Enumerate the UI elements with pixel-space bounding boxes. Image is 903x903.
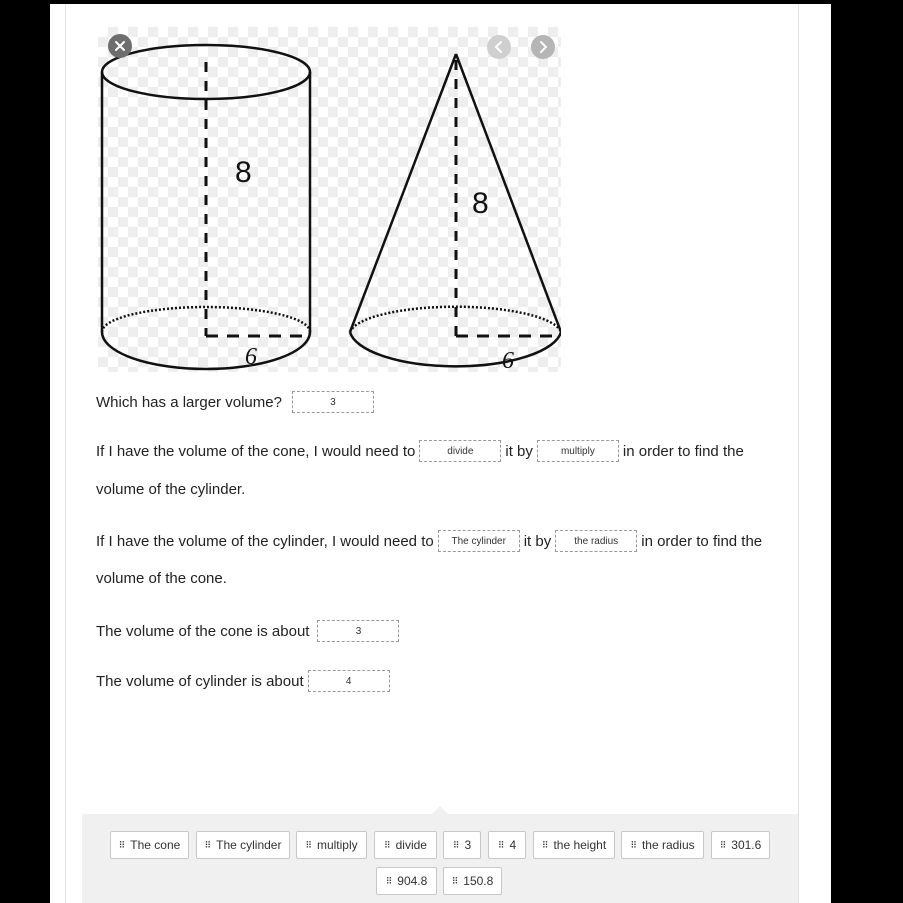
question-text: Which has a larger volume? — [96, 393, 282, 411]
question-cone-volume — [96, 620, 403, 642]
chevron-left-icon — [494, 41, 504, 53]
question-larger-volume — [96, 391, 378, 413]
drag-handle-icon: ⠿ — [719, 839, 726, 850]
question-cone-to-cylinder — [96, 440, 744, 462]
question-text: it by — [523, 532, 552, 550]
drop-zone-cone-operation[interactable]: divide — [419, 440, 501, 462]
drag-handle-icon: ⠿ — [305, 839, 311, 850]
answer-chip[interactable]: ⠿ 904.8 — [376, 867, 437, 895]
question-cylinder-to-cone — [96, 530, 762, 552]
drop-zone-cylinder-factor[interactable]: the radius — [555, 530, 637, 552]
question-text: If I have the volume of the cylinder, I would need to — [96, 532, 434, 550]
question-text: volume of the cylinder. — [96, 481, 246, 498]
drag-handle-icon: ⠿ — [118, 839, 125, 850]
answer-chip[interactable]: ⠿ The cone — [110, 831, 189, 859]
question-cylinder-to-cone-cont — [96, 570, 227, 587]
drag-handle-icon: ⠿ — [204, 839, 211, 850]
answer-chip[interactable]: ⠿ multiply — [296, 831, 367, 859]
drag-handle-icon: ⠿ — [451, 875, 458, 886]
answer-chip[interactable]: ⠿ 150.8 — [443, 867, 502, 895]
cylinder-height-label: 8 — [235, 156, 252, 189]
question-text: in order to find the — [641, 532, 763, 550]
answer-chip[interactable]: ⠿ the height — [533, 831, 615, 859]
close-image-button[interactable] — [108, 34, 132, 58]
drop-zone-cylinder-operation[interactable]: The cylinder — [438, 530, 520, 552]
answer-chip[interactable]: ⠿ 3 — [443, 831, 481, 859]
question-text: The volume of cylinder is about — [96, 672, 304, 690]
answer-tray-pointer — [431, 806, 449, 815]
drag-handle-icon: ⠿ — [384, 839, 390, 850]
cylinder-radius-label: 6 — [245, 344, 257, 370]
question-text: in order to find the — [622, 442, 744, 460]
answer-chip[interactable]: ⠿ 4 — [488, 831, 526, 859]
answer-chip[interactable]: ⠿ 301.6 — [711, 831, 770, 859]
answer-chip[interactable]: ⠿ The cylinder — [196, 831, 290, 859]
drop-zone-cone-factor[interactable]: multiply — [537, 440, 619, 462]
drop-zone-cylinder-volume[interactable]: 4 — [308, 670, 390, 692]
drag-handle-icon: ⠿ — [385, 875, 392, 886]
shapes-figure — [98, 27, 561, 372]
drop-zone-cone-volume[interactable]: 3 — [317, 620, 399, 642]
question-text: it by — [505, 442, 533, 460]
previous-image-button[interactable] — [487, 35, 511, 59]
next-image-button[interactable] — [531, 35, 555, 59]
cone-radius-label: 6 — [502, 348, 514, 372]
content-border-left — [65, 4, 66, 903]
answer-chip[interactable]: ⠿ divide — [374, 831, 437, 859]
drag-handle-icon: ⠿ — [452, 839, 459, 850]
drag-handle-icon: ⠿ — [541, 839, 548, 850]
cylinder-shape — [102, 45, 310, 369]
content-border-right — [798, 4, 799, 903]
cone-height-label: 8 — [472, 187, 489, 220]
question-text: The volume of the cone is about — [96, 622, 310, 640]
answer-chip[interactable]: ⠿ the radius — [621, 831, 704, 859]
close-icon — [114, 40, 126, 52]
question-cylinder-volume — [96, 670, 394, 692]
cone-shape — [350, 54, 561, 366]
drag-handle-icon: ⠿ — [630, 839, 636, 850]
question-text: If I have the volume of the cone, I would need to — [96, 442, 416, 460]
drag-handle-icon: ⠿ — [497, 839, 504, 850]
question-cone-to-cylinder-cont — [96, 481, 245, 498]
question-text: volume of the cone. — [96, 570, 227, 587]
chevron-right-icon — [538, 41, 548, 53]
cylinder-cone-diagram — [98, 27, 561, 372]
drop-zone-larger-volume[interactable]: 3 — [292, 391, 374, 413]
